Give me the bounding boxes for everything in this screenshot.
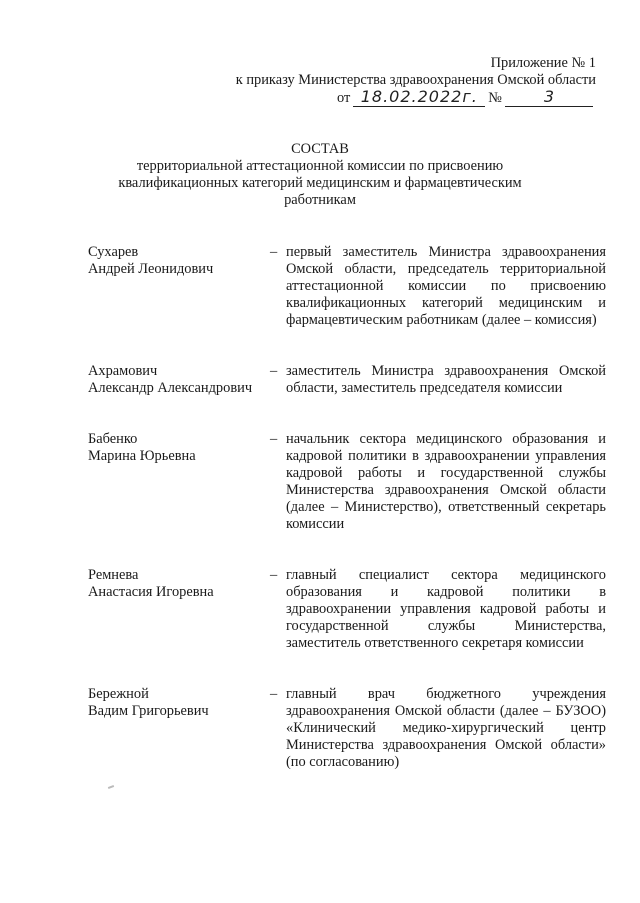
member-role: главный врач бюджетного учреждения здравоохранения Омской области (далее – БУЗОО) «Клинический медико-хирургический центр Министерства здравоохранения Омской области» (по согласованию) [286,686,606,770]
member-surname: Ахрамович [88,363,158,379]
member-surname: Ремнева [88,567,139,583]
handwritten-date: 18.02.2022г. [353,89,485,107]
appendix-label: Приложение № 1 [490,55,596,71]
member-entry [88,244,608,329]
member-name [88,686,270,771]
document-title: СОСТАВ [291,141,349,157]
member-given-names: Анастасия Игоревна [88,584,214,600]
appendix-header [236,55,596,89]
member-name [88,567,270,652]
order-reference: к приказу Министерства здравоохранения Омской области [235,72,596,88]
document-heading [0,141,640,209]
member-name [88,431,270,533]
member-name [88,363,270,397]
member-given-names: Вадим Григорьевич [88,703,209,719]
member-entry [88,363,608,397]
member-name [88,244,270,329]
member-given-names: Марина Юрьевна [88,448,196,464]
member-surname: Сухарев [88,244,139,260]
commission-members-list [88,244,608,805]
member-dash: – [270,567,278,583]
member-dash: – [270,431,278,447]
document-subtitle: территориальной аттестационной комиссии по присвоению квалификационных категорий медицинским и фармацевтическим работникам [118,158,522,208]
member-given-names: Александр Александрович [88,380,253,396]
member-entry [88,686,608,771]
member-entry [88,431,608,533]
member-dash: – [270,244,278,260]
number-label: № [488,90,502,106]
member-entry [88,567,608,652]
date-prefix: от [336,90,351,106]
member-role: заместитель Министра здравоохранения Омской области, заместитель председателя комиссии [286,363,606,396]
member-dash: – [270,686,278,702]
member-given-names: Андрей Леонидович [88,261,214,277]
member-role: начальник сектора медицинского образования и кадровой политики в здравоохранении управления кадровой работы и государственной службы Министерства здравоохранения Омской области (далее – Министерство), ответственный секретарь комиссии [286,431,606,532]
member-role: первый заместитель Министра здравоохранения Омской области, председатель территориальной аттестационной комиссии по присвоению квалификационных категорий медицинским и фармацевтическим работникам (далее – комиссия) [286,244,606,328]
member-role: главный специалист сектора медицинского образования и кадровой политики в здравоохранении управления кадровой работы и государственной службы Министерства, заместитель ответственного секретаря комиссии [286,567,606,651]
order-date-number-line [337,89,596,107]
member-dash: – [270,363,278,379]
member-surname: Бережной [88,686,149,702]
member-surname: Бабенко [88,431,138,447]
handwritten-number: 3 [505,89,593,107]
